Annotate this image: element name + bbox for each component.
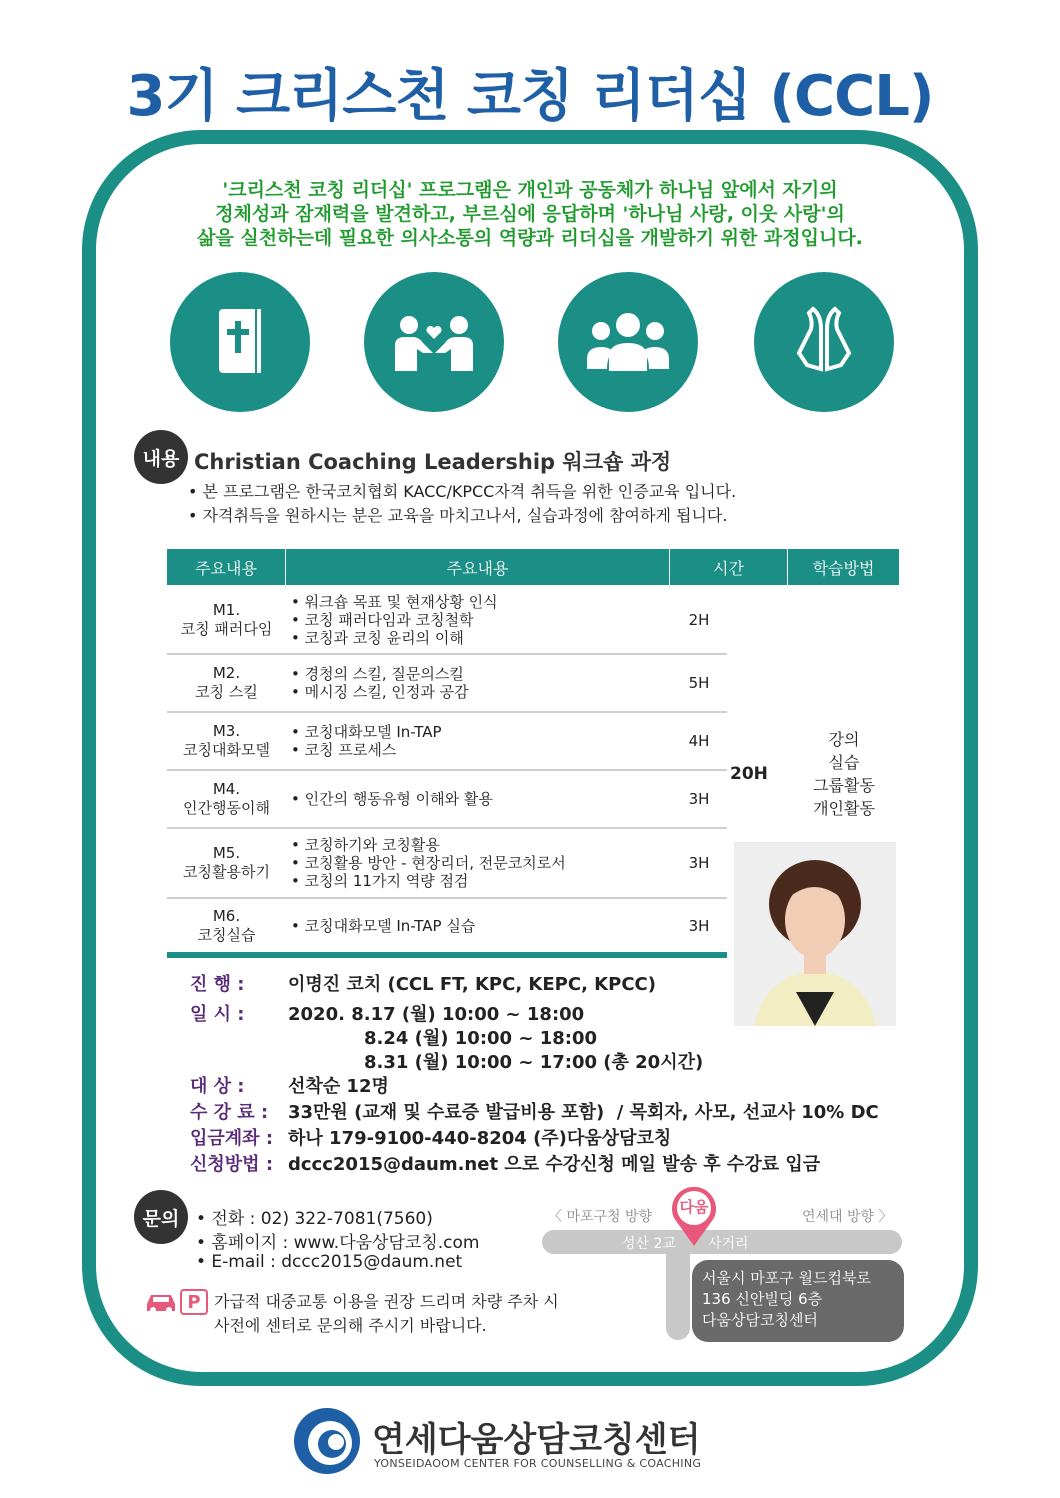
bible-icon (170, 272, 310, 412)
date-value: 2020. 8.17 (월) 10:00 ~ 18:00 (288, 1004, 585, 1025)
apply-value: dccc2015@daum.net 으로 수강신청 메일 발송 후 수강료 입금 (288, 1154, 821, 1175)
method-item: 개인활동 (813, 799, 875, 818)
module-code: M4. (212, 780, 241, 798)
bullet-item: • 자격취득을 원하시는 분은 교육을 마치고나서, 실습과정에 참여하게 됩니다. (188, 504, 736, 528)
parking-note (214, 1290, 559, 1338)
table-row (167, 587, 727, 655)
module-item: • 코칭활용 방안 - 현장리더, 전문코치로서 (291, 854, 671, 872)
module-code: M3. (212, 722, 241, 740)
module-code: M5. (212, 844, 241, 862)
table-header (167, 549, 899, 585)
module-item: • 경청의 스킬, 질문의스킬 (291, 665, 671, 683)
module-hours: 5H (688, 674, 710, 692)
module-item: • 코칭 프로세스 (291, 741, 671, 759)
target-value: 선착순 12명 (288, 1076, 389, 1097)
page-title: 3기 크리스천 코칭 리더십 (CCL) (126, 64, 934, 129)
table-row (167, 771, 727, 829)
module-name: 코칭 스킬 (195, 683, 258, 701)
module-hours: 3H (688, 916, 710, 935)
instructor-value: 이명진 코치 (CCL FT, KPC, KEPC, KPCC) (288, 974, 656, 995)
method-item: 실습 (828, 753, 860, 772)
table-row (167, 899, 727, 952)
module-name: 코칭활용하기 (183, 863, 270, 881)
module-item: • 코칭대화모델 In-TAP (291, 723, 671, 741)
instructor-photo (734, 842, 896, 1026)
module-code: M1. (212, 601, 241, 619)
content-bullets (188, 480, 736, 528)
module-code: M6. (212, 906, 241, 925)
module-item: • 코칭과 코칭 윤리의 이해 (291, 629, 671, 647)
learning-methods (798, 728, 890, 820)
table-row (167, 713, 727, 771)
date-label: 일 시 : (190, 1004, 245, 1025)
date-line-3 (364, 1048, 703, 1074)
fee-label: 수 강 료 : (190, 1102, 269, 1123)
intro-line: 정체성과 잠재력을 발견하고, 부르심에 응답하며 '하나님 사랑, 이웃 사랑'의 (215, 203, 845, 225)
module-name: 코칭 패러다임 (180, 620, 273, 638)
module-name: 인간행동이해 (183, 799, 270, 817)
map-right-direction: 연세대 방향 〉 (802, 1209, 893, 1225)
account-label: 입금계좌 : (190, 1128, 274, 1149)
bullet-item: • 본 프로그램은 한국코치협회 KACC/KPCC자격 취득을 위한 인증교육 입니다. (188, 480, 736, 504)
map-cross-right: 사거리 (708, 1236, 749, 1252)
module-hours: 4H (688, 732, 710, 750)
apply-label: 신청방법 : (190, 1154, 274, 1175)
center-subtitle: YONSEIDAOOM CENTER FOR COUNSELLING & COACHING (374, 1457, 702, 1470)
module-name: 코칭대화모델 (183, 741, 270, 759)
module-hours: 3H (688, 854, 710, 872)
module-item: • 코칭대화모델 In-TAP 실습 (291, 917, 671, 935)
praying-hands-icon (754, 272, 894, 412)
group-icon (558, 272, 698, 412)
date-value: 8.24 (월) 10:00 ~ 18:00 (364, 1028, 597, 1049)
method-item: 강의 (828, 730, 860, 749)
content-badge: 내용 (134, 430, 188, 484)
module-item: • 인간의 행동유형 이해와 활용 (291, 790, 671, 808)
instructor-label: 진 행 : (190, 974, 245, 995)
center-name: 연세다움상담코칭센터 (372, 1420, 701, 1460)
center-logo-icon (292, 1406, 362, 1476)
intro-text (130, 178, 930, 250)
fee-value: 33만원 (교재 및 수료증 발급비용 포함) / 목회자, 사모, 선교사 10% DC (288, 1102, 879, 1123)
table-bottom-rule (167, 952, 727, 958)
parking-icon: P (180, 1289, 208, 1315)
homepage-link[interactable]: • 홈페이지 : www.다움상담코칭.com (196, 1233, 480, 1253)
module-item: • 메시징 스킬, 인정과 공감 (291, 683, 671, 701)
account-line (190, 1124, 671, 1150)
fee-line (190, 1098, 879, 1124)
date-value: 8.31 (월) 10:00 ~ 17:00 (총 20시간) (364, 1052, 704, 1073)
parking-line: 사전에 센터로 문의해 주시기 바랍니다. (214, 1316, 487, 1335)
date-line-2 (364, 1024, 597, 1050)
inquiry-badge: 문의 (134, 1190, 188, 1244)
intro-line: 삶을 실천하는데 필요한 의사소통의 역량과 리더십을 개발하기 위한 과정입니다. (197, 227, 863, 249)
phone: • 전화 : 02) 322-7081(7560) (196, 1209, 433, 1229)
car-icon (144, 1290, 178, 1314)
header-cell: 주요내용 (167, 549, 286, 585)
total-hours: 20H (730, 764, 768, 784)
module-item: • 워크숍 목표 및 현재상황 인식 (291, 593, 671, 611)
people-heart-icon (364, 272, 504, 412)
module-hours: 2H (688, 611, 710, 629)
header-cell: 주요내용 (286, 549, 670, 585)
header-cell: 시간 (670, 549, 788, 585)
address-line: 136 신안빌딩 6층 (702, 1290, 823, 1308)
target-label: 대 상 : (190, 1076, 245, 1097)
header-cell: 학습방법 (812, 558, 875, 578)
parking-line: 가급적 대중교통 이용을 권장 드리며 차량 주차 시 (214, 1292, 559, 1311)
intro-line: '크리스천 코칭 리더십' 프로그램은 개인과 공동체가 하나님 앞에서 자기의 (222, 179, 838, 201)
date-line (190, 1000, 584, 1026)
address-line: 서울시 마포구 월드컵북로 (702, 1269, 871, 1287)
module-item: • 코칭하기와 코칭활용 (291, 836, 671, 854)
address-line: 다움상담코칭센터 (702, 1311, 818, 1329)
table-row (167, 829, 727, 899)
module-item: • 코칭 패러다임과 코칭철학 (291, 611, 671, 629)
email-link[interactable]: • E-mail : dccc2015@daum.net (196, 1252, 463, 1272)
module-hours: 3H (688, 790, 710, 808)
table-row (167, 655, 727, 713)
module-item: • 코칭의 11가지 역량 점검 (291, 872, 671, 890)
section-title: Christian Coaching Leadership 워크숍 과정 (194, 450, 672, 474)
method-item: 그룹활동 (813, 776, 875, 795)
apply-line (190, 1150, 820, 1176)
module-code: M2. (212, 664, 241, 682)
target-line (190, 1072, 389, 1098)
map-address (692, 1260, 904, 1342)
map-cross-left: 성산 2교 (622, 1236, 676, 1252)
module-name: 코칭실습 (197, 925, 256, 944)
map-pin-label: 다움 (679, 1198, 709, 1216)
account-value: 하나 179-9100-440-8204 (주)다움상담코칭 (288, 1128, 672, 1149)
instructor-line (190, 970, 656, 996)
map-left-direction: 〈 마포구청 방향 (548, 1209, 653, 1225)
